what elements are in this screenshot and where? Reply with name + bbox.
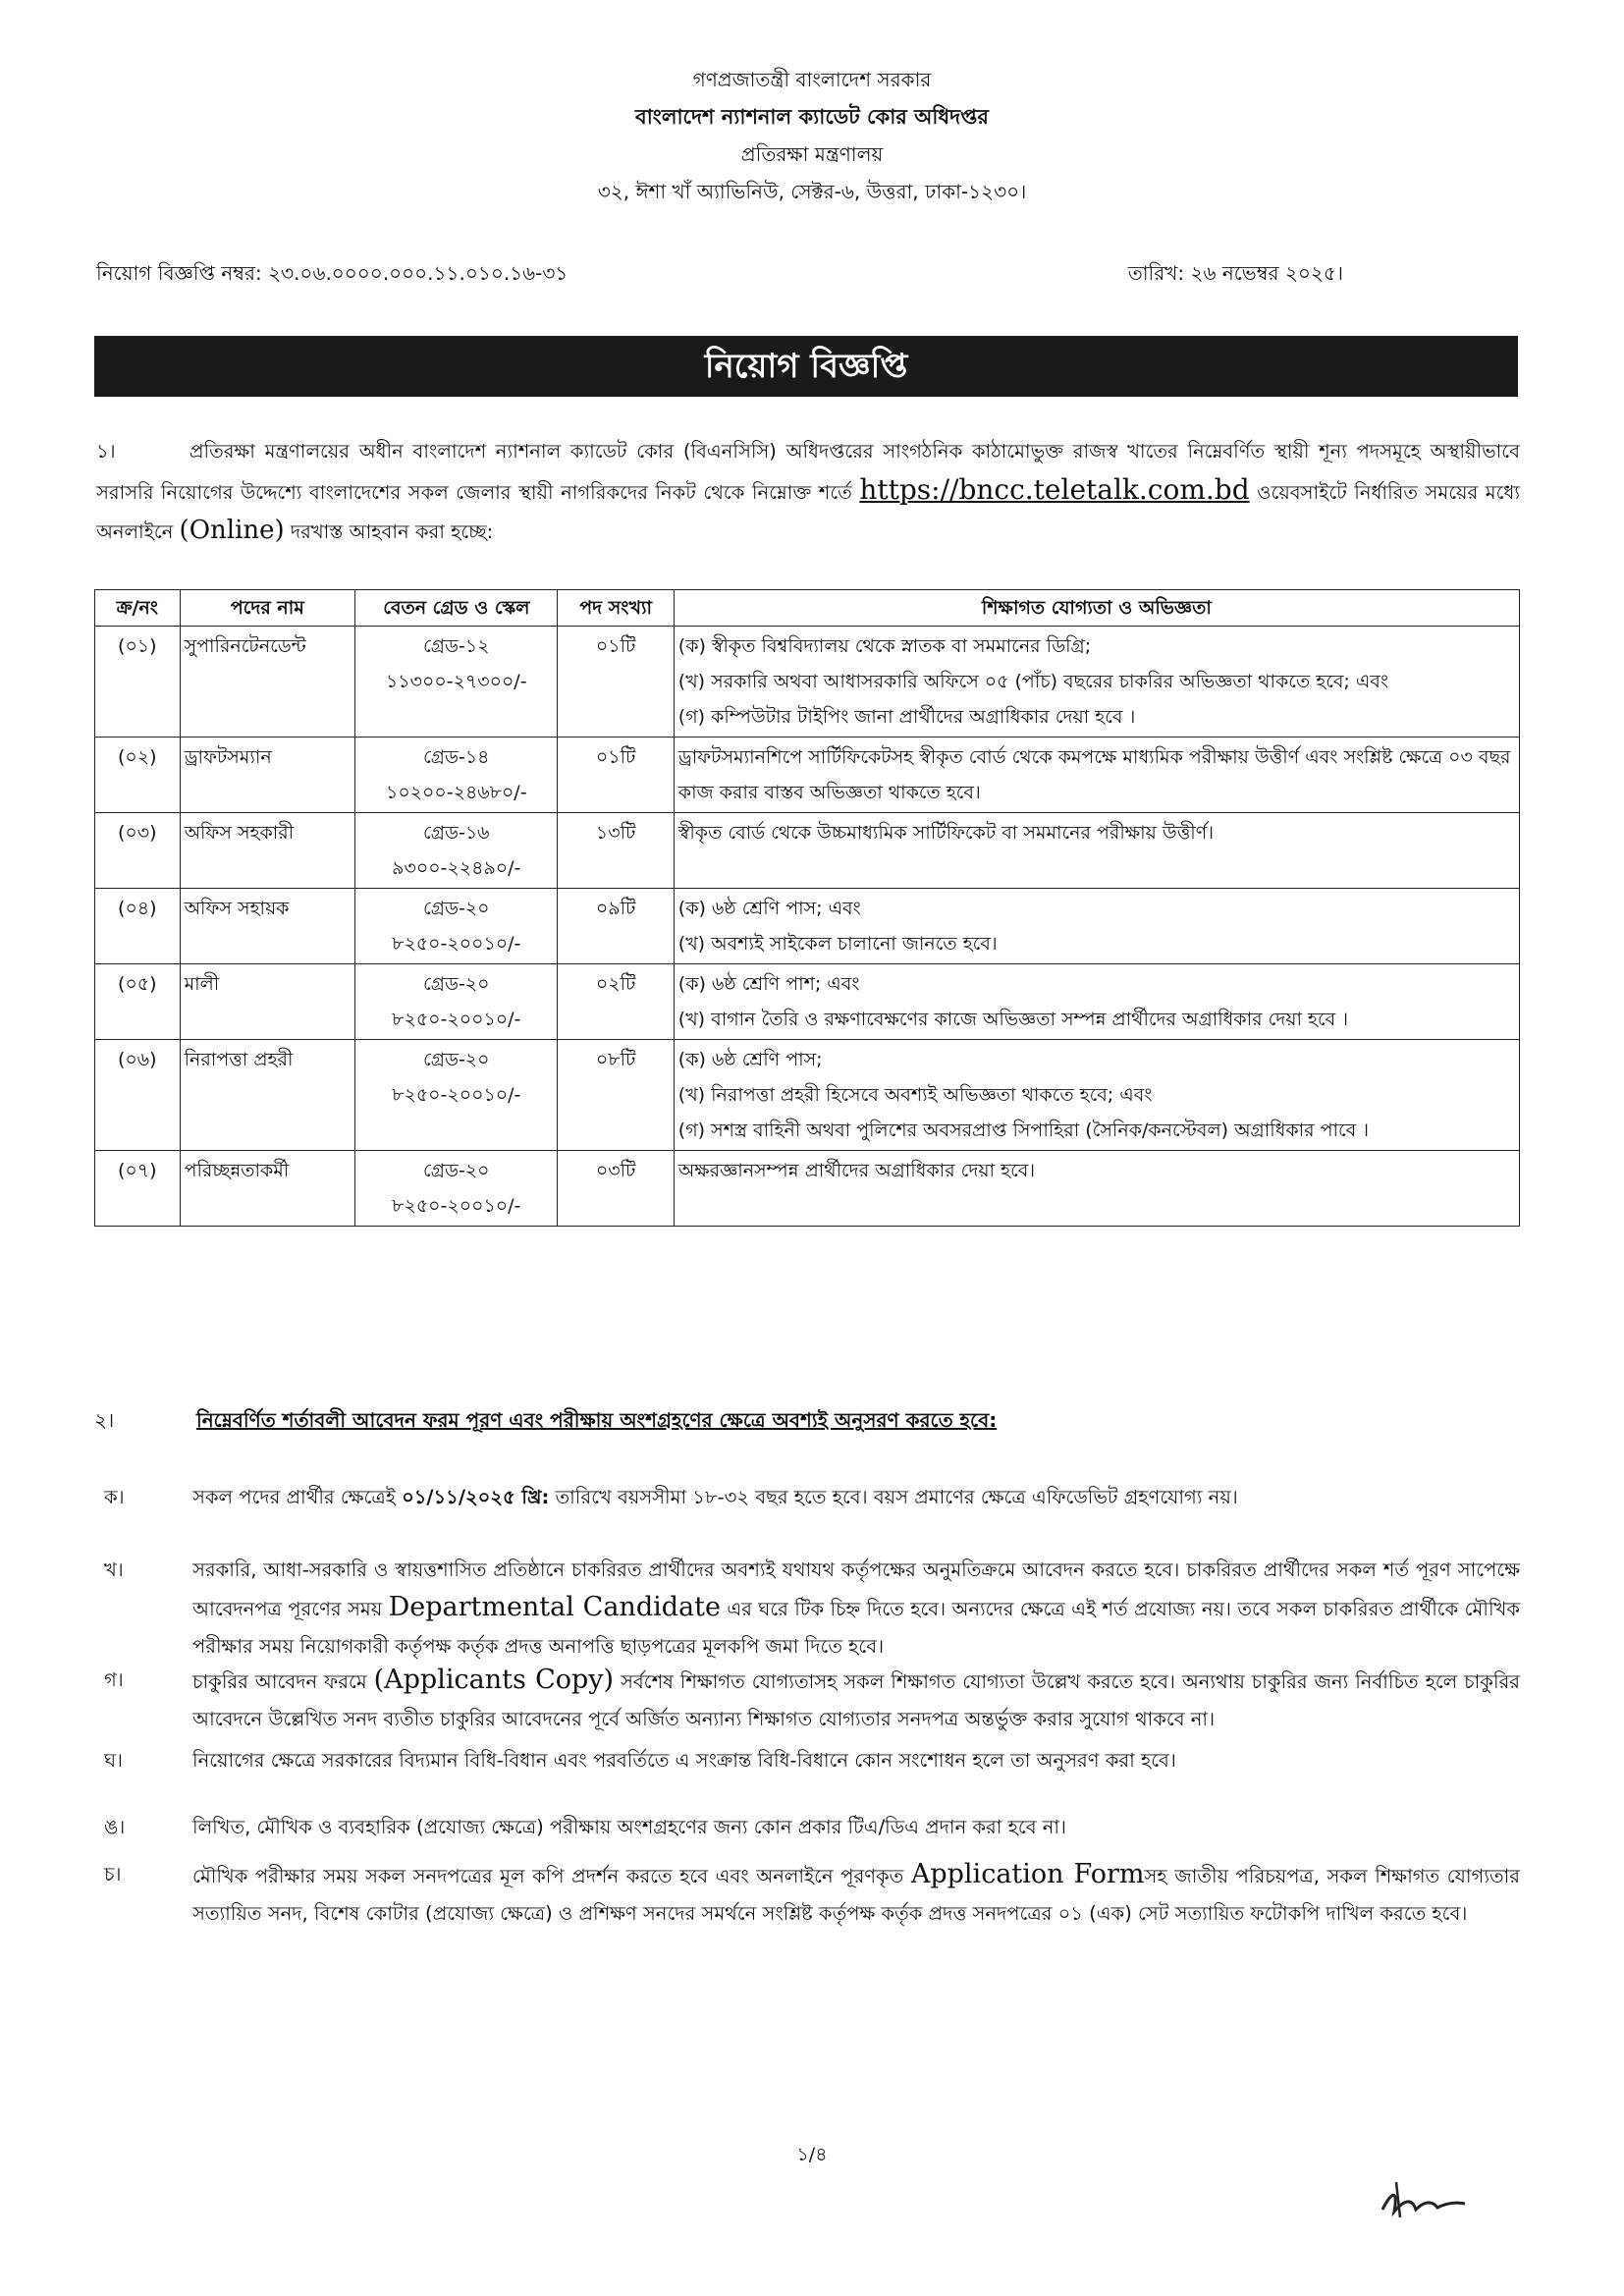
header-serial: ক্র/নং [95, 590, 181, 627]
condition-item [104, 1809, 1520, 1846]
memo-number: নিয়োগ বিজ্ঞপ্তি নম্বর: ২৩.০৬.০০০০.০০০.১১.০১০.১৬-৩১ [96, 261, 568, 285]
header-qualification: শিক্ষাগত যোগ্যতা ও অভিজ্ঞতা [674, 590, 1519, 627]
qualification-line: (খ) সরকারি অথবা আধাসরকারি অফিসে ০৫ (পাঁচ) বছরের চাকরির অভিজ্ঞতা থাকতে হবে; এবং [677, 671, 1389, 692]
pay-scale: ৮২৫০-২০০১০/- [392, 1084, 521, 1106]
qualification-line: অক্ষরজ্ঞানসম্পন্ন প্রার্থীদের অগ্রাধিকার দেয়া হবে। [677, 1160, 1036, 1181]
cell-qualification [674, 813, 1519, 889]
intro-paragraph [96, 432, 1520, 551]
table-header-row [95, 590, 1520, 627]
application-url-link[interactable]: https://bncc.teletalk.com.bd [859, 473, 1250, 506]
conditions-title: নিম্নেবর্ণিত শর্তাবলী আবেদন ফরম পূরণ এবং পরীক্ষায় অংশগ্রহণের ক্ষেত্রে অবশ্যই অনুসরণ করতে হবে: [196, 1408, 998, 1432]
condition-text: সর্বশেষ শিক্ষাগত যোগ্যতাসহ সকল শিক্ষাগত যোগ্যতা উল্লেখ করতে হবে। অন্যথায় চাকুরির জন্য নির্বাচিত হলে চাকুরির আবেদনে উল্লেখিত সনদ ব্যতীত চাকুরির আবেদনের পূর্বে অর্জিত অন্যান্য শিক্ষাগত যোগ্যতার সনদপত্র অন্তর্ভুক্ত করার সুযোগ থাকবে না। [192, 1670, 1520, 1730]
grade-label: গ্রেড-২০ [423, 898, 490, 919]
ministry-name: প্রতিরক্ষা মন্ত্রণালয় [740, 142, 884, 166]
table-row [95, 627, 1520, 738]
cell-count: ০৯টি [558, 889, 674, 964]
qualification-line: (খ) বাগান তৈরি ও রক্ষণাবেক্ষণের কাজে অভিজ্ঞতা সম্পন্ন প্রার্থীদের অগ্রাধিকার দেয়া হবে । [677, 1009, 1349, 1030]
cell-serial: (০৬) [95, 1040, 181, 1151]
cell-count: ০১টি [558, 627, 674, 738]
qualification-line: স্বীকৃত বোর্ড থেকে উচ্চমাধ্যমিক সার্টিফিকেট বা সমমানের পরীক্ষায় উত্তীর্ণ। [677, 822, 1215, 844]
condition-text: সহ জাতীয় পরিচয়পত্র, সকল শিক্ষাগত যোগ্যতার সত্যায়িত সনদ, বিশেষ কোটার (প্রযোজ্য ক্ষেত্রে) ও প্রশিক্ষণ সনদের সমর্থনে সংশ্লিষ্ট কর্তৃপক্ষ কর্তৃক প্রদত্ত সনদপত্রের ০১ (এক) সেট সত্যায়িত ফটোকপি দাখিল করতে হবে। [192, 1865, 1521, 1925]
notice-title-banner: নিয়োগ বিজ্ঞপ্তি [94, 336, 1518, 397]
cell-grade [355, 889, 558, 964]
notice-date: তারিখ: ২৬ নভেম্বর ২০২৫। [1127, 261, 1343, 285]
condition-item [104, 1742, 1520, 1779]
cell-qualification [674, 1040, 1519, 1151]
table-row [95, 1040, 1520, 1151]
intro-online: (Online) [179, 516, 285, 545]
condition-item [104, 1552, 1520, 1666]
condition-item [104, 1479, 1520, 1516]
cell-serial: (০২) [95, 738, 181, 813]
grade-label: গ্রেড-১৬ [423, 822, 490, 844]
condition-label: ক। [104, 1486, 125, 1508]
qualification-line: (ক) ৬ষ্ঠ শ্রেণি পাস; [677, 1049, 823, 1070]
qualification-line: (গ) কম্পিউটার টাইপিং জানা প্রার্থীদের অগ্রাধিকার দেয়া হবে । [677, 706, 1136, 728]
intro-number: ১। [96, 440, 116, 463]
pay-scale: ১০২০০-২৪৬৮০/- [385, 782, 527, 803]
cell-grade [355, 1040, 558, 1151]
qualification-line: (গ) সশস্ত্র বাহিনী অথবা পুলিশের অবসরপ্রাপ্ত সিপাহিরা (সৈনিক/কনস্টেবল) অগ্রাধিকার পাবে । [677, 1120, 1370, 1141]
table-row [95, 889, 1520, 964]
cell-grade [355, 813, 558, 889]
condition-label: চ। [104, 1863, 122, 1886]
qualification-line: (ক) ৬ষ্ঠ শ্রেণি পাশ; এবং [677, 973, 860, 995]
condition-text: সরকারি, আধা-সরকারি ও স্বায়ত্তশাসিত প্রতিষ্ঠানে চাকরিরত প্রার্থীদের অবশ্যই যথাযথ কর্তৃপক্ষের অনুমতিক্রমে আবেদন করতে হবে। চাকরিরত প্রার্থীদের সকল শর্ত পূরণ সাপেক্ষে আবেদনপত্র পূরণের সময় [192, 1558, 1520, 1620]
grade-label: গ্রেড-২০ [423, 1049, 490, 1070]
cell-grade [355, 964, 558, 1040]
cell-post: অফিস সহায়ক [180, 889, 355, 964]
intro-text-b: ওয়েবসাইটে নির্ধারিত সময়ের মধ্যে অনলাইনে [96, 481, 1520, 543]
grade-label: গ্রেড-১৪ [423, 746, 490, 768]
cell-grade [355, 627, 558, 738]
cell-post: নিরাপত্তা প্রহরী [180, 1040, 355, 1151]
condition-label: ঘ। [104, 1749, 124, 1772]
intro-text-c: দরখাস্ত আহবান করা হচ্ছে: [290, 520, 494, 543]
pay-scale: ৯৩০০-২২৪৯০/- [392, 857, 521, 879]
pay-scale: ৮২৫০-২০০১০/- [392, 933, 521, 955]
address: ৩২, ঈশা খাঁ অ্যাভিনিউ, সেক্টর-৬, উত্তরা, ঢাকা-১২৩০। [597, 180, 1027, 203]
cell-post: অফিস সহকারী [180, 813, 355, 889]
grade-label: গ্রেড-১২ [423, 635, 490, 657]
qualification-line: (খ) অবশ্যই সাইকেল চালানো জানতে হবে। [677, 933, 998, 955]
table-row [95, 964, 1520, 1040]
condition-english-term: (Applicants Copy) [373, 1665, 615, 1695]
cell-serial: (০৫) [95, 964, 181, 1040]
condition-english-term: Application Form [910, 1859, 1145, 1889]
cell-serial: (০৩) [95, 813, 181, 889]
cell-count: ১৩টি [558, 813, 674, 889]
condition-text: মৌখিক পরীক্ষার সময় সকল সনদপত্রের মূল কপি প্রদর্শন করতে হবে এবং অনলাইনে পূরণকৃত [192, 1865, 911, 1887]
table-row [95, 738, 1520, 813]
condition-label: ঙ। [104, 1816, 126, 1838]
cell-count: ০২টি [558, 964, 674, 1040]
condition-text: ০১/১১/২০২৫ খ্রি: [402, 1486, 550, 1508]
condition-label: খ। [104, 1558, 124, 1581]
cell-qualification [674, 964, 1519, 1040]
condition-label: গ। [104, 1668, 124, 1691]
header-grade: বেতন গ্রেড ও স্কেল [355, 590, 558, 627]
qualification-line: ড্রাফটসম্যানশিপে সার্টিফিকেটসহ স্বীকৃত বোর্ড থেকে কমপক্ষে মাধ্যমিক পরীক্ষায় উত্তীর্ণ এবং সংশ্লিষ্ট ক্ষেত্রে ০৩ বছর কাজ করার বাস্তব অভিজ্ঞতা থাকতে হবে। [677, 746, 1511, 803]
cell-qualification [674, 1151, 1519, 1227]
header-count: পদ সংখ্যা [558, 590, 674, 627]
qualification-line: (ক) ৬ষ্ঠ শ্রেণি পাস; এবং [677, 898, 861, 919]
signature-icon [1375, 2160, 1473, 2229]
condition-text: সকল পদের প্রার্থীর ক্ষেত্রেই [192, 1486, 403, 1508]
condition-text: চাকুরির আবেদন ফরমে [192, 1670, 374, 1693]
organization-name: বাংলাদেশ ন্যাশনাল ক্যাডেট কোর অধিদপ্তর [635, 105, 989, 129]
cell-grade [355, 1151, 558, 1227]
pay-scale: ১১৩০০-২৭৩০০/- [385, 671, 527, 692]
govt-name: গণপ্রজাতন্ত্রী বাংলাদেশ সরকার [692, 68, 932, 91]
cell-count: ০৮টি [558, 1040, 674, 1151]
condition-text: তারিখে বয়সসীমা ১৮-৩২ বছর হতে হবে। বয়স প্রমাণের ক্ষেত্রে এফিডেভিট গ্রহণযোগ্য নয়। [549, 1486, 1238, 1508]
cell-serial: (০১) [95, 627, 181, 738]
cell-post: পরিচ্ছন্নতাকর্মী [180, 1151, 355, 1227]
intro-text-a: প্রতিরক্ষা মন্ত্রণালয়ের অধীন বাংলাদেশ ন্যাশনাল ক্যাডেট কোর (বিএনসিসি) অধিদপ্তরের সাংগঠনিক কাঠামোভুক্ত রাজস্ব খাতের নিম্নেবর্ণিত স্থায়ী শূন্য পদসমূহে অস্থায়ীভাবে সরাসরি নিয়োগের উদ্দেশ্যে বাংলাদেশের সকল জেলার স্থায়ী নাগরিকদের নিকট থেকে নিম্নোক্ত শর্তে [96, 440, 1520, 504]
cell-post: সুপারিনটেনডেন্ট [180, 627, 355, 738]
condition-text: লিখিত, মৌখিক ও ব্যবহারিক (প্রযোজ্য ক্ষেত্রে) পরীক্ষায় অংশগ্রহণের জন্য কোন প্রকার টিএ/ডিএ প্রদান করা হবে না। [192, 1816, 1067, 1838]
cell-count: ০৩টি [558, 1151, 674, 1227]
cell-post: মালী [180, 964, 355, 1040]
vacancy-table [94, 589, 1520, 1227]
condition-english-term: Departmental Candidate [388, 1592, 721, 1622]
condition-item [104, 1856, 1521, 1933]
cell-grade [355, 738, 558, 813]
table-row [95, 1151, 1520, 1227]
vacancy-rows [95, 627, 1520, 1227]
cell-qualification [674, 738, 1519, 813]
cell-post: ড্রাফটসম্যান [180, 738, 355, 813]
pay-scale: ৮২৫০-২০০১০/- [392, 1195, 521, 1217]
cell-count: ০১টি [558, 738, 674, 813]
cell-qualification [674, 889, 1519, 964]
condition-item [104, 1662, 1520, 1738]
section-number: ২। [94, 1408, 115, 1432]
grade-label: গ্রেড-২০ [423, 1160, 490, 1181]
table-row [95, 813, 1520, 889]
condition-text: নিয়োগের ক্ষেত্রে সরকারের বিদ্যমান বিধি-বিধান এবং পরবর্তিতে এ সংক্রান্ত বিধি-বিধানে কোন সংশোধন হলে তা অনুসরণ করা হবে। [192, 1749, 1176, 1772]
page-number: ১/৪ [796, 2144, 828, 2165]
qualification-line: (ক) স্বীকৃত বিশ্ববিদ্যালয় থেকে স্নাতক বা সমমানের ডিগ্রি; [677, 635, 1092, 657]
pay-scale: ৮২৫০-২০০১০/- [392, 1009, 521, 1030]
cell-qualification [674, 627, 1519, 738]
condition-text: এর ঘরে টিক চিহ্ন দিতে হবে। অন্যদের ক্ষেত্রে এই শর্ত প্রযোজ্য নয়। তবে সকল চাকরিরত প্রার্থীকে মৌখিক পরীক্ষার সময় নিয়োগকারী কর্তৃপক্ষ কর্তৃক প্রদত্ত অনাপত্তি ছাড়পত্রের মূলকপি জমা দিতে হবে। [192, 1598, 1520, 1658]
cell-serial: (০৭) [95, 1151, 181, 1227]
header-post: পদের নাম [180, 590, 355, 627]
cell-serial: (০৪) [95, 889, 181, 964]
grade-label: গ্রেড-২০ [423, 973, 490, 995]
letterhead [0, 61, 1624, 210]
qualification-line: (খ) নিরাপত্তা প্রহরী হিসেবে অবশ্যই অভিজ্ঞতা থাকতে হবে; এবং [677, 1084, 1153, 1106]
